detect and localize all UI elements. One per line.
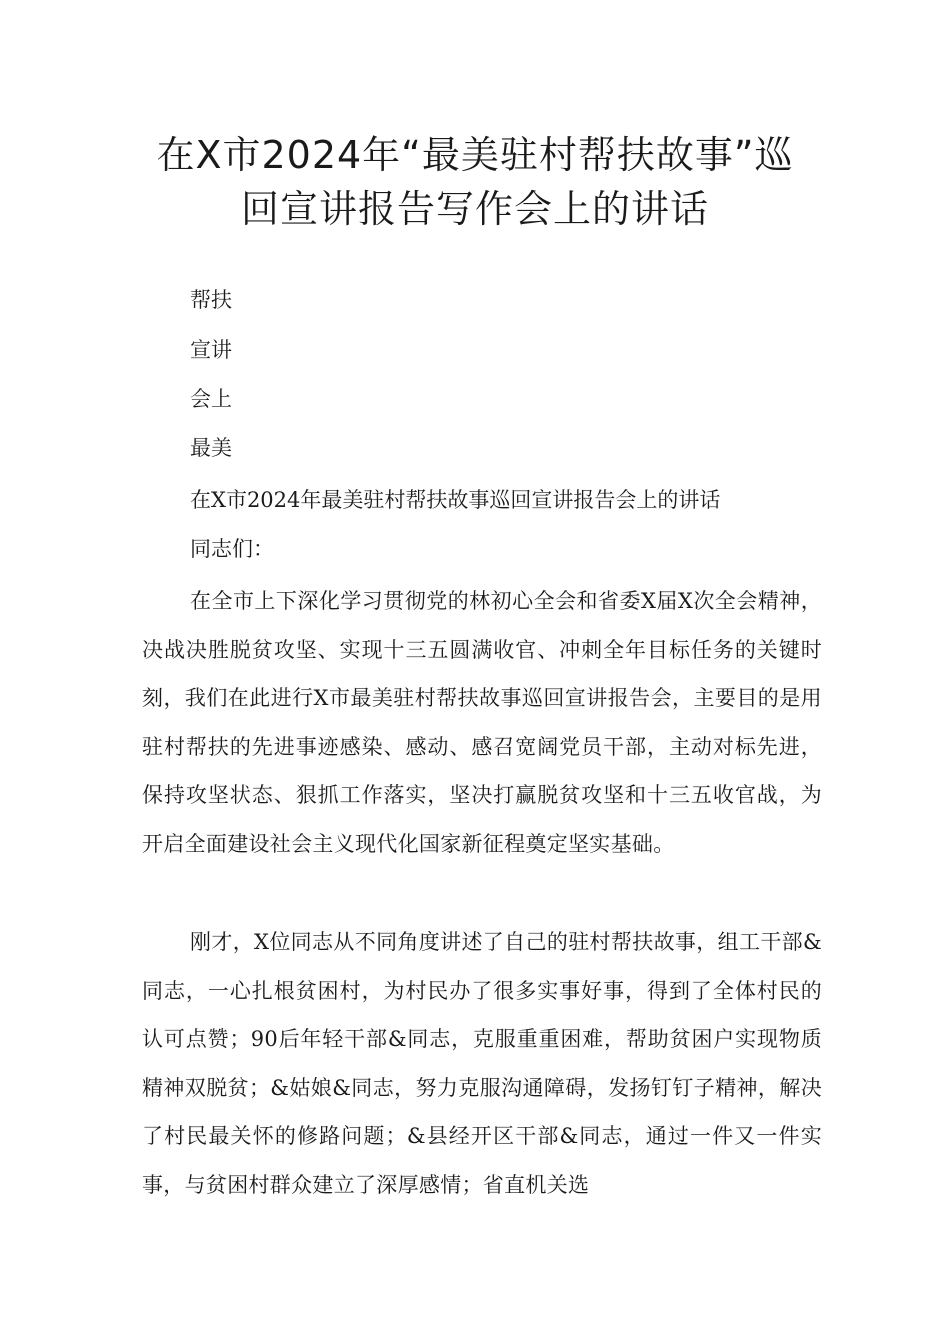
keyword-1: 帮扶 [190,288,232,312]
title-line-2: 回宣讲报告写作会上的讲话 [240,187,709,231]
title-line-1: 在X市2024年“最美驻村帮扶故事”巡 [156,133,794,177]
salutation: 同志们： [190,537,274,561]
document-title [120,128,830,236]
body-paragraph-1: 在全市上下深化学习贯彻党的林初心全会和省委X届X次全会精神，决战决胜脱贫攻坚、实现十三五圆满收官、冲刺全年目标任务的关键时刻，我们在此进行X市最美驻村帮扶故事巡回宣讲报告会，主要目的是用驻村帮扶的先进事迹感染、感动、感召宽阔党员干部，主动对标先进，保持攻坚状态、狠抓工作落实，坚决打赢脱贫攻坚和十三五收官战，为开启全面建设社会主义现代化国家新征程奠定坚实基础。 [142,589,822,856]
keyword-4: 最美 [190,436,232,460]
keyword-3: 会上 [190,387,232,411]
keyword-2: 宣讲 [190,338,232,362]
speech-subtitle: 在X市2024年最美驻村帮扶故事巡回宣讲报告会上的讲话 [190,488,721,512]
body-paragraph-2: 刚才，X位同志从不同角度讲述了自己的驻村帮扶故事，组工干部&同志，一心扎根贫困村，为村民办了很多实事好事，得到了全体村民的认可点赞；90后年轻干部&同志，克服重重困难，帮助贫困户实现物质精神双脱贫；&姑娘&同志，努力克服沟通障碍，发扬钉钉子精神，解决了村民最关怀的修路问题；&县经开区干部&同志，通过一件又一件实事，与贫困村群众建立了深厚感情；省直机关选 [142,930,822,1197]
